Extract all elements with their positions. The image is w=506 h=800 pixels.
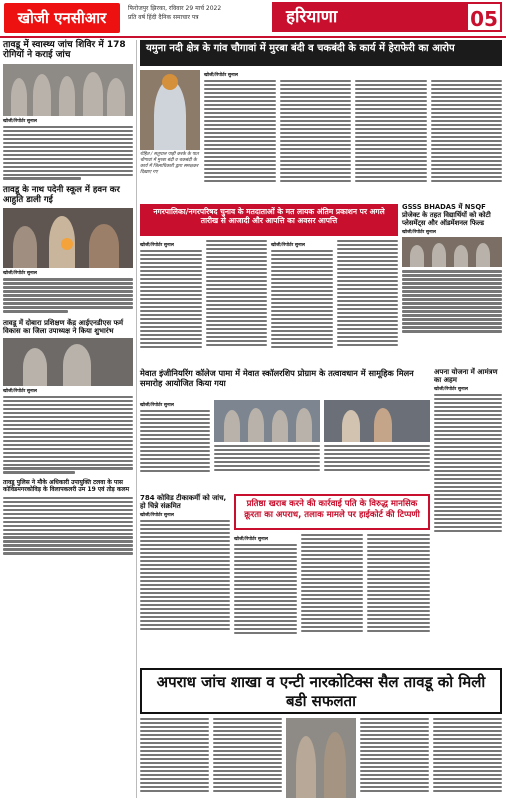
gsss-byline: खोजी/रिपोर्टर सुनाल <box>402 230 436 236</box>
story1-body <box>3 126 133 180</box>
vaccine-headline: 784 कोविड टीकाकर्मी को जांच, हो चिन्ने संक्रमित <box>140 494 227 511</box>
gsss-block <box>402 204 502 364</box>
mewat-headline: मेवात इंजीनियरिंग कॉलेज पामा में मेवात स्कॉलरशिप प्रोग्राम के तत्वावधान में सामूहिक मिलन समारोह आयोजित किया गया <box>140 368 414 388</box>
page-number: 05 <box>466 2 502 32</box>
masthead <box>0 0 506 38</box>
highcourt-body <box>234 534 430 664</box>
story2-photo <box>3 208 133 268</box>
red-inset-headline: नगरपालिका/नगरपरिषद चुनाव के मतदाताओं के मत लायक अंतिम प्रकाशन पर अगले तारीख से आजादी और आपत्ति का अवसर आपत्ति <box>153 207 385 225</box>
mid-stories <box>140 240 398 364</box>
bottom-banner-headline: अपराध जांच शाखा व एन्टी नारकोटिक्स सैल तावडू को मिली बडी सफलता <box>156 673 486 710</box>
left-column <box>3 40 133 798</box>
side-right-byline: खोजी/रिपोर्टर सुनाल <box>434 387 468 393</box>
story4-body <box>3 497 133 555</box>
bottom-photo <box>286 718 356 798</box>
mewat-photo-1 <box>214 400 320 442</box>
story2-body <box>3 278 133 312</box>
side-right-headline: अपना योजना में आमंत्रण का अहम <box>434 368 498 385</box>
bottom-banner <box>140 668 502 714</box>
red-inset <box>140 204 398 236</box>
mid-story-right-byline: खोजी/रिपोर्टर सुनाल <box>271 243 305 248</box>
top-banner-headline: यमुना नदी क्षेत्र के गांव चौगावां में मुरबा बंदी व चकबंदी के कार्य में हेराफेरी का आरोप <box>146 43 455 54</box>
section-title: हरियाणा <box>272 2 472 32</box>
mewat-body <box>140 400 430 490</box>
highcourt-headline: प्रतिष्ठा खराब करने की कार्रवाई पति के विरुद्ध मानसिक क्रूरता का अपराध, तलाक मामले पर हाईकोर्ट की टिप्पणी <box>244 499 420 520</box>
mewat-byline: खोजी/रिपोर्टर सुनाल <box>140 403 174 408</box>
story3-body <box>3 396 133 474</box>
center-photo-caption: रोहित / सतुपाल पाही करके के पात चौगावां में मुरबा बंदी व चकबंदी के कार्य में जिलाधिकारी द्वारा समक्षकर दिखाए गए <box>140 152 199 175</box>
issue-tagline: प्रति वर्ष हिंदी दैनिक समाचार पत्र <box>128 14 199 21</box>
story1-headline: तावडू में स्वास्थ्य जांच शिविर में 178 रोगियों ने कराई जांच <box>3 40 126 61</box>
issue-meta <box>128 4 248 22</box>
story1-byline: खोजी/रिपोर्टर सुनाल <box>3 118 37 124</box>
bottom-stories <box>140 718 502 798</box>
center-photo <box>140 70 200 150</box>
center-top-body <box>204 70 502 200</box>
story4-headline: तावडू पुलिस ने मौके अधिकारी उपायुक्ति टलवा के पास कोविडमगरकोविड़ के विलापकलरी उम 19 एवं तोड़ कलम <box>3 478 130 493</box>
mewat-headline-block <box>140 368 430 396</box>
story3-photo <box>3 338 133 386</box>
highcourt-byline: खोजी/रिपोर्टर सुनाल <box>234 537 268 542</box>
gsss-headline: GSSS BHADAS में NSQF प्रोजेक्ट के तहत विद्यार्थियों को कोटी प्लेसमेंट्स और ऑडमेंशनल फिल्ड <box>402 203 491 227</box>
vaccine-byline: खोजी/रिपोर्टर सुनाल <box>140 513 174 519</box>
story1-photo <box>3 64 133 116</box>
center-top-byline: खोजी/रिपोर्टर सुनाल <box>204 73 238 78</box>
newspaper-logo: खोजी एनसीआर <box>4 3 120 33</box>
story3-byline: खोजी/रिपोर्टर सुनाल <box>3 388 37 394</box>
story3-headline: तावडू में दोबारा प्रशिक्षण केंद्र आईएनडीएस फर्म विकास का जिला उपाध्यक्ष ने किया शुभारंभ <box>3 318 124 335</box>
side-right-block <box>434 368 502 588</box>
mewat-photo-2 <box>324 400 430 442</box>
story2-byline: खोजी/रिपोर्टर सुनाल <box>3 271 37 277</box>
center-photo-block <box>140 70 200 175</box>
masthead-rule <box>0 36 506 38</box>
vaccine-block <box>140 494 230 664</box>
gsss-photo <box>402 237 502 267</box>
highcourt-headline-box <box>234 494 430 530</box>
top-banner <box>140 40 502 66</box>
column-divider <box>136 40 137 798</box>
mid-story-left-byline: खोजी/रिपोर्टर सुनाल <box>140 243 174 248</box>
issue-date: फिरोजपुर झिरका, रविवार 29 मार्च 2022 <box>128 5 222 12</box>
story2-headline: तावडू के नाथ पदेनी स्कूल में हवन कर आहुति डाली गई <box>3 184 120 205</box>
